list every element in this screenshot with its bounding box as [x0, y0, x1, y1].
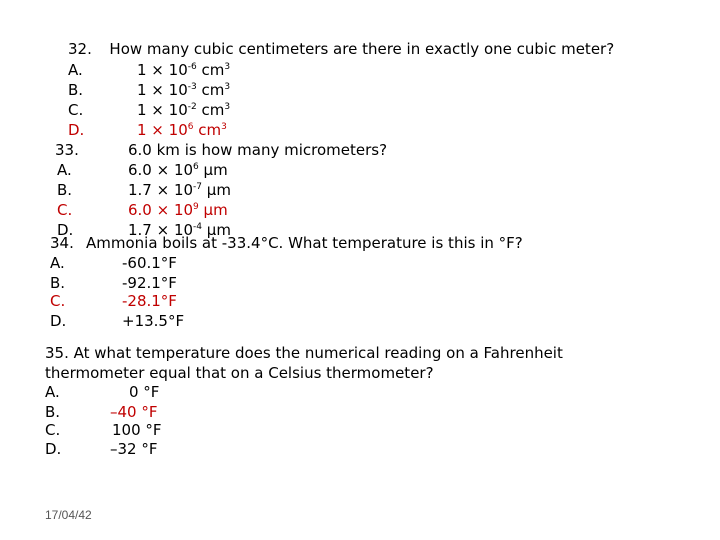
option-value: -28.1°F	[122, 292, 177, 310]
q32-question	[68, 40, 614, 58]
option-value: $1 \times 10^6$ $cm^3$	[137, 121, 227, 139]
option-value: 0 °F	[129, 383, 160, 401]
option-label: B.	[57, 181, 73, 199]
slide-date: 17/04/42	[45, 508, 92, 522]
option-value: –32 °F	[110, 440, 158, 458]
option-value: -92.1°F	[122, 274, 177, 292]
option-label: D.	[68, 121, 85, 139]
option-value: $1.7 \times 10^{-4}$ μm	[128, 221, 231, 239]
option-value: $1 \times 10^{-2}$ $cm^3$	[137, 101, 231, 119]
option-label: B.	[68, 81, 84, 99]
option-value: $1.7 \times 10^{-7}$ μm	[128, 181, 231, 199]
q35-question-line2: thermometer equal that on a Celsius thermometer?	[45, 364, 434, 382]
option-label: B.	[45, 403, 61, 421]
option-label: C.	[68, 101, 84, 119]
q34-number: 34.	[50, 234, 74, 252]
q32-text: How many cubic centimeters are there in exactly one cubic meter?	[109, 40, 615, 58]
option-label: B.	[50, 274, 66, 292]
option-value: –40 °F	[110, 403, 158, 421]
q32-number: 32.	[68, 40, 92, 58]
option-label: D.	[57, 221, 74, 239]
option-value: -60.1°F	[122, 254, 177, 272]
option-label: C.	[57, 201, 73, 219]
option-label: A.	[45, 383, 60, 401]
option-label: D.	[50, 312, 67, 330]
q35-question-line1: 35. At what temperature does the numerical reading on a Fahrenheit	[45, 344, 563, 362]
option-value: $6.0 \times 10^9$ μm	[128, 201, 228, 219]
q33-text: 6.0 km is how many micrometers?	[128, 141, 388, 159]
q33-number: 33.	[55, 141, 79, 159]
option-label: A.	[50, 254, 65, 272]
option-value: $1 \times 10^{-6}$ $cm^3$	[137, 61, 231, 79]
option-label: D.	[45, 440, 62, 458]
q34-text: Ammonia boils at -33.4°C. What temperature is this in °F?	[86, 234, 523, 252]
option-value: $1 \times 10^{-3}$ $cm^3$	[137, 81, 231, 99]
option-label: A.	[68, 61, 83, 79]
option-value: +13.5°F	[122, 312, 185, 330]
option-value: $6.0 \times 10^6$ μm	[128, 161, 228, 179]
option-value: 100 °F	[112, 421, 162, 439]
option-label: C.	[45, 421, 61, 439]
option-label: C.	[50, 292, 66, 310]
option-label: A.	[57, 161, 72, 179]
